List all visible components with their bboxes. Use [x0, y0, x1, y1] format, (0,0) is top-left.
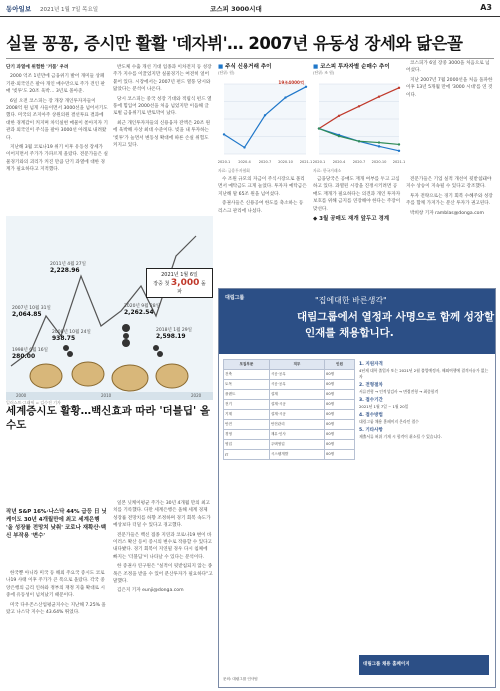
chart1-svg	[217, 76, 313, 166]
table-cell: 재무·인사	[269, 430, 324, 440]
article-kicker: 단기 과열에 위험한 '거품' 우려	[6, 65, 69, 70]
article-column-3	[218, 176, 308, 286]
callout-value: 3,000	[170, 278, 200, 288]
data-label: 19조4000억	[278, 79, 304, 85]
headline-rule	[6, 58, 494, 59]
chart-investors	[312, 62, 406, 173]
article-paragraph: 지난 2007년 7월 2000선을 처음 돌파한 이후 13년 5개월 만에 '3000 시대'를 연 것이다.	[406, 77, 493, 98]
masthead-date: 2021년 1월 7일 목요일	[40, 7, 99, 13]
data-point	[264, 114, 266, 116]
data-point	[378, 141, 380, 143]
data-point	[398, 87, 400, 89]
callout-date: 2021년 1월 6일	[161, 272, 198, 278]
table-cell: 시공·공무	[269, 370, 324, 380]
table-cell: 설계	[269, 390, 324, 400]
article-column-2	[113, 64, 213, 214]
article-subhead: ◆ 3월 공매도 재개 앞두고 경계	[313, 216, 390, 223]
chart-unit-note: (단위: 조 원)	[313, 70, 335, 75]
table-cell: 00명	[325, 430, 355, 440]
masthead-section: 코스피 3000시대	[210, 5, 262, 13]
ad-header	[219, 289, 495, 354]
article-paragraph: 일본 닛케이평균 주가는 30년 4개월 만의 최고치를 기록했다. 다만 세계은행은 올해 세계 경제 성장률 전망치를 하향 조정하며 경기 회복 속도가 예상보다 더딜 수 있다고 경고했다.	[113, 501, 211, 529]
table-row	[224, 370, 355, 380]
table-cell: 주택영업	[269, 440, 324, 450]
article-column-8	[406, 60, 494, 174]
x-tick-label: 2021.1	[392, 160, 406, 164]
year-label: 2010	[101, 393, 112, 398]
table-row	[224, 450, 355, 460]
table-cell: 00명	[325, 410, 355, 420]
table-row	[224, 420, 355, 430]
ad-cta-text: 대림그룹 채용 홈페이지	[363, 662, 410, 667]
data-point	[358, 140, 360, 142]
table-row	[224, 380, 355, 390]
kospi-illustration	[6, 216, 213, 400]
data-point	[318, 127, 320, 129]
data-point	[243, 146, 245, 148]
table-cell: 00명	[325, 380, 355, 390]
article-paragraph: 6일 오전 코스피는 장 개장 개인투자자들이 2008억 원 넘게 사들이면서 3000선을 넘어서기도 했다. 미국의 조지아주 상원의원 결선투표 결과에 대한 경계감이 커지며 차익실현 매물이 쏟아지자 기관과 외국인이 주식을 팔아 3000선 아래로 내려왔다.	[6, 98, 108, 141]
table-cell: 설계·시공	[269, 410, 324, 420]
article-paragraph: 전문가들은 백신 접종 지연과 코로나19 변이 바이러스 확산 등이 증시의 변수로 작용할 수 있다고 내다봤다. 경기 회복이 지연될 경우 다시 침체에 빠지는 '더블딥'이 나타날 수 있다는 분석이다.	[113, 532, 212, 560]
kospi-3000-callout	[146, 268, 213, 298]
table-cell: 영업	[224, 440, 270, 450]
table-cell: 안전	[224, 420, 270, 430]
ad-detail-text: 대림그룹 채용 홈페이지 온라인 접수	[359, 419, 419, 424]
ad-detail-heading: 4. 접수방법	[359, 413, 383, 418]
table-cell: 00명	[325, 420, 355, 430]
callout-unit: 돌파	[177, 281, 206, 295]
ad-details	[359, 359, 489, 440]
x-tick-label: 2020.1	[312, 160, 326, 164]
data-point	[305, 86, 307, 88]
ad-body	[219, 355, 495, 687]
article-column-4	[313, 176, 401, 286]
chart2-svg	[312, 76, 406, 166]
article-paragraph: 2000 억조 1년만에 금융위기 발어 개미들 상폐 기관·외국인은 팔아 개인 매수만으로 주가 견인 판매 '빚투'도 20조 육박… 3년로 몰아준.	[6, 74, 105, 95]
ad-headline: 대림그룹에서 열정과 사명으로 함께 성장할	[297, 311, 495, 323]
label-2011: 2011년 4월 27일 2,228.96	[50, 262, 86, 274]
recruitment-ad	[218, 288, 496, 688]
callout-prefix: 장중 첫	[153, 281, 170, 287]
article-paragraph: 전문가들은 기업 실적 개선이 뒷받침돼야 지수 상승이 지속될 수 있다고 강조했다.	[406, 177, 492, 190]
table-cell: IT	[224, 450, 270, 460]
table-cell: 토목	[224, 380, 270, 390]
label-2018: 2018년 1월 29일 2,598.19	[156, 328, 192, 340]
data-point	[398, 150, 400, 152]
data-point	[378, 145, 380, 147]
label-low: 2008년 10월 24일 938.75	[52, 330, 91, 342]
ad-footer: 문의: 대림그룹 인사팀	[223, 677, 258, 681]
article-paragraph: 지난해 3월 코로나19 위기 이후 유동성 장세가 이어지면서 주가가 가파르게 올랐다. 전문가들은 실물경기와의 괴리가 커진 만큼 단기 과열에 대한 경계가 필요하다고 지적했다.	[6, 145, 108, 173]
chart-title: ■ 주식 신용거래 추이	[218, 64, 272, 70]
data-point	[338, 115, 340, 117]
x-tick-label: 2020.1	[217, 160, 231, 164]
page-headline: 실물 꽁꽁, 증시만 활활 '데자뷔'… 2007년 유동성 장세와 닮은꼴	[6, 34, 463, 53]
table-cell: 경영	[224, 430, 270, 440]
masthead-logo: 동아일보	[6, 5, 32, 13]
chart-source: 자료: 한국거래소	[313, 168, 342, 173]
x-tick-label: 2020.7	[352, 160, 366, 164]
masthead	[0, 0, 500, 17]
ad-detail-text: 2021년 1월 7일 ~ 1월 20일	[359, 404, 409, 409]
article-paragraph: 한국뿐 아니라 미국 등 해외 주요국 증시도 코로나19 사태 이후 주가가 큰 폭으로 올랐다. 각국 중앙은행의 금리 인하와 정부의 재정 지출 확대로 시중에 유동성이 넘쳐났기 때문이다.	[6, 571, 105, 599]
x-tick-label: 2020.10	[371, 160, 387, 164]
article-paragraph: 미국 다우존스산업평균지수는 지난해 7.25% 올랐고 나스닥 지수는 43.64% 뛰었다.	[6, 602, 106, 616]
table-cell: 설계·시공	[269, 400, 324, 410]
label-2007: 2007년 10월 31일 2,064.85	[12, 306, 51, 318]
x-tick-label: 2020.4	[238, 160, 251, 164]
table-header: 모집부문	[224, 360, 270, 370]
ad-detail-heading: 1. 지원자격	[359, 362, 383, 367]
table-row	[224, 440, 355, 450]
table-cell: 00명	[325, 440, 355, 450]
ad-detail-heading: 5. 기타사항	[359, 428, 383, 433]
article-paragraph: 당시 코스피는 중국 성장 기대와 적립식 펀드 열풍에 힘입어 2000선을 처음 넘었지만 이듬해 글로벌 금융위기로 반토막이 났다.	[113, 96, 212, 117]
page-number: A3	[480, 3, 492, 12]
section2-deck: 작년 S&P 16%·나스닥 44% 급등 日 닛케이도 30년 4개월만에 최고 세계은행 '올 성장률 전망치 낮춰' 코로나 재확산·백신 부작용 '변수'	[6, 509, 107, 539]
article-paragraph: 한 증권사 연구원은 "실적이 뒷받침되지 않는 종목은 조정을 받을 수 있어 분산투자가 필요하다"고 말했다.	[113, 564, 213, 585]
table-header: 직무	[269, 360, 324, 370]
x-tick-label: 2020.4	[332, 160, 346, 164]
table-cell: 전기	[224, 400, 270, 410]
table-cell: 00명	[325, 400, 355, 410]
article-paragraph: 투자 전략으로는 경기 회복 수혜주와 성장주를 함께 가져가는 분산 투자가 권고된다.	[406, 193, 493, 207]
table-row	[224, 430, 355, 440]
table-cell: 기계	[224, 410, 270, 420]
table-row	[224, 410, 355, 420]
article-paragraph: 수 조원 규모의 자금이 주식시장으로 몰리면서 예탁금도 크게 늘었다. 투자자 예탁금은 지난해 말 65조 원을 넘어섰다.	[218, 177, 307, 197]
article-paragraph: 금융당국은 공매도 재개 여부를 두고 고심하고 있다. 과열된 시장을 진정시키려면 공매도 재개가 필요하다는 의견과 개인 투자자 보호를 위해 금지를 연장해야 한다는 주장이 맞선다.	[313, 177, 401, 212]
table-cell: 안전관리	[269, 420, 324, 430]
article-column-5	[406, 176, 494, 286]
chart-credit	[217, 62, 313, 173]
chart-unit-note: (단위: 원)	[218, 70, 235, 75]
ad-logo: 대림그룹	[225, 295, 245, 301]
table-header: 인원	[325, 360, 355, 370]
table-row	[224, 400, 355, 410]
data-point	[223, 133, 225, 135]
ad-table	[223, 359, 355, 460]
article-paragraph: 코스피가 6일 장중 3000을 처음으로 넘어섰다.	[406, 61, 490, 74]
year-label: 2020	[191, 393, 202, 398]
x-tick-label: 2020.10	[278, 160, 293, 164]
illustration-credit: 일러스트·그래픽 = 김수진 기자	[6, 400, 61, 405]
ad-headline-2: 인재를 채용합니다.	[305, 327, 394, 339]
table-cell: 시공·공무	[269, 380, 324, 390]
x-tick-label: 2021.1	[299, 160, 313, 164]
article-column-7	[113, 500, 213, 685]
data-point	[284, 96, 286, 98]
article-paragraph: 최근 개인투자자들의 신용융자 잔액은 20조 원에 육박해 사상 최대 수준이다. 빚을 내 투자하는 '빚투'가 늘면서 변동성 확대에 따른 손실 위험도 커지고 있다.	[113, 120, 211, 149]
section2-title: 세계증시도 활황…백신효과 따라 '더블딥' 올수도	[6, 405, 210, 431]
byline: 김은지 기자 eunji@donga.com	[117, 588, 184, 594]
data-point	[338, 135, 340, 137]
byline: 박희창 기자 ramblas@donga.com	[410, 210, 484, 216]
table-cell: 00명	[325, 450, 355, 460]
table-cell: 시스템개발	[269, 450, 324, 460]
table-cell: 00명	[325, 370, 355, 380]
data-point	[358, 105, 360, 107]
data-point	[378, 96, 380, 98]
table-cell: 플랜트	[224, 390, 270, 400]
data-point	[398, 143, 400, 145]
year-label: 2000	[16, 393, 27, 398]
chart-title: ■ 코스피 투자자별 순매수 추이	[313, 64, 390, 70]
table-row	[224, 390, 355, 400]
label-2020: 2020년 9월 28일 2,262.54	[124, 304, 160, 316]
article-paragraph: 증권사들은 신용공여 한도를 축소하는 등 리스크 관리에 나섰다.	[218, 201, 304, 214]
table-cell: 00명	[325, 390, 355, 400]
article-column-1	[6, 64, 108, 214]
x-tick-label: 2020.7	[258, 160, 272, 164]
chart-source: 자료: 금융투자협회	[218, 168, 250, 173]
table-cell: 건축	[224, 370, 270, 380]
ad-detail-text: 서류전형 → 인적성검사 → 면접전형 → 최종합격	[359, 389, 439, 394]
article-paragraph: 반도체 수출 개선 기대 업종과 이차전지 등 성장주가 지수를 이끌었지만 실물경기는 여전히 얼어붙어 있다. 시장에서는 2007년 펀드 열풍 당시와 닮았다는 분석이 나온다.	[113, 65, 212, 93]
ad-detail-text: 4년제 대학 졸업자 또는 2021년 2월 졸업예정자, 해외여행에 결격사유가 없는 자	[359, 368, 489, 379]
article-column-6	[6, 570, 108, 685]
ad-detail-heading: 2. 전형절차	[359, 383, 383, 388]
label-1998: 1998년 6월 16일 280.00	[12, 348, 48, 360]
ad-tagline: "집에대한 바른생각"	[315, 296, 387, 305]
ad-detail-text: 제출서류 허위 기재 시 합격이 취소될 수 있습니다.	[359, 434, 443, 439]
ad-detail-heading: 3. 접수기간	[359, 398, 383, 403]
